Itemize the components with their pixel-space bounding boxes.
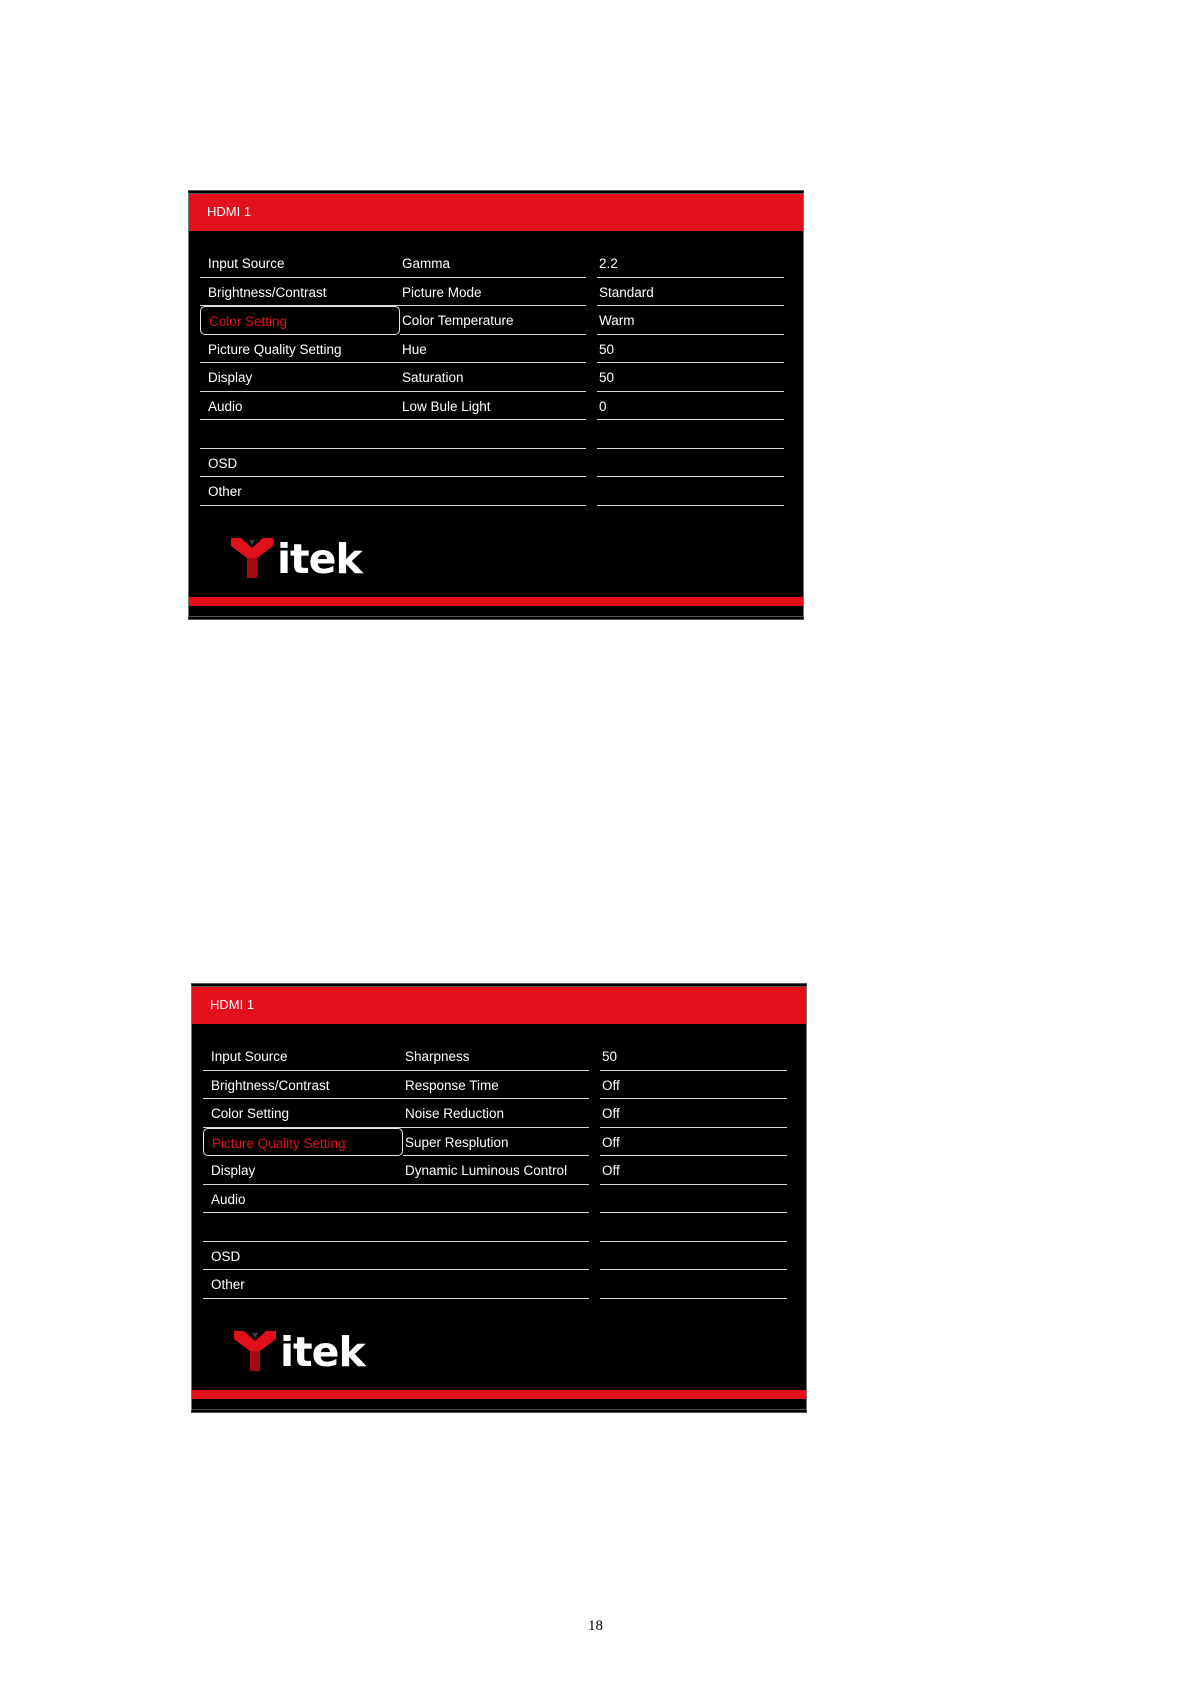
value-empty [600,1185,787,1214]
itek-logo [232,1327,365,1376]
value-empty [600,1270,787,1299]
sub-menu [400,249,586,506]
value-empty [600,1242,787,1271]
osd-footer-bar [192,1390,806,1399]
menu-item-osd[interactable]: OSD [203,1242,403,1271]
sub-item-empty [400,477,586,506]
logo-wordmark: itek [277,535,362,583]
sub-item-sharpness[interactable]: Sharpness [403,1042,589,1071]
sub-item-hue[interactable]: Hue [400,335,586,364]
menu-item-brightness-contrast[interactable]: Brightness/Contrast [200,278,400,307]
menu-item-other[interactable]: Other [200,477,400,506]
itek-emblem-icon [229,536,275,580]
menu-item-osd[interactable]: OSD [200,449,400,478]
value-hue: 50 [597,335,784,364]
sub-item-color-temperature[interactable]: Color Temperature [400,306,586,335]
sub-item-picture-mode[interactable]: Picture Mode [400,278,586,307]
value-gamma: 2.2 [597,249,784,278]
value-empty [597,477,784,506]
sub-item-empty [403,1185,589,1214]
menu-item-input-source[interactable]: Input Source [203,1042,403,1071]
value-color-temperature: Warm [597,306,784,335]
page-number: 18 [588,1618,603,1634]
osd-screen-picture-quality [191,983,807,1413]
osd-screen-color-setting [188,190,804,620]
value-dynamic-luminous-control: Off [600,1156,787,1185]
value-empty [597,449,784,478]
sub-item-gamma[interactable]: Gamma [400,249,586,278]
value-sharpness: 50 [600,1042,787,1071]
sub-item-empty [403,1270,589,1299]
itek-logo [229,534,362,583]
sub-item-dynamic-luminous-control[interactable]: Dynamic Luminous Control [403,1156,589,1185]
sub-item-saturation[interactable]: Saturation [400,363,586,392]
menu-item-color-setting[interactable]: Color Setting [203,1099,403,1128]
menu-item-empty [200,420,400,449]
value-column [600,1042,787,1299]
menu-item-input-source[interactable]: Input Source [200,249,400,278]
sub-item-empty [403,1242,589,1271]
sub-item-noise-reduction[interactable]: Noise Reduction [403,1099,589,1128]
value-noise-reduction: Off [600,1099,787,1128]
menu-item-audio[interactable]: Audio [200,392,400,421]
sub-menu [403,1042,589,1299]
menu-item-display[interactable]: Display [203,1156,403,1185]
osd-header [189,194,803,231]
value-super-resolution: Off [600,1128,787,1157]
value-response-time: Off [600,1071,787,1100]
menu-item-brightness-contrast[interactable]: Brightness/Contrast [203,1071,403,1100]
menu-item-display[interactable]: Display [200,363,400,392]
sub-item-super-resolution[interactable]: Super Resplution [403,1128,589,1157]
main-menu [200,249,400,506]
menu-item-audio[interactable]: Audio [203,1185,403,1214]
value-saturation: 50 [597,363,784,392]
main-menu [203,1042,403,1299]
value-empty [597,420,784,449]
osd-header-title: HDMI 1 [210,997,255,1012]
osd-header [192,987,806,1024]
value-picture-mode: Standard [597,278,784,307]
logo-wordmark: itek [280,1328,365,1376]
osd-header-title: HDMI 1 [207,204,252,219]
sub-item-response-time[interactable]: Response Time [403,1071,589,1100]
sub-item-empty [400,449,586,478]
sub-item-low-blue-light[interactable]: Low Bule Light [400,392,586,421]
osd-footer-bar [189,597,803,606]
menu-item-other[interactable]: Other [203,1270,403,1299]
itek-emblem-icon [232,1329,278,1373]
menu-item-color-setting[interactable]: Color Setting [200,306,400,335]
menu-item-picture-quality-setting[interactable]: Picture Quality Setting [200,335,400,364]
sub-item-empty [403,1213,589,1242]
value-low-blue-light: 0 [597,392,784,421]
value-empty [600,1213,787,1242]
menu-item-empty [203,1213,403,1242]
value-column [597,249,784,506]
sub-item-empty [400,420,586,449]
menu-item-picture-quality-setting[interactable]: Picture Quality Setting [203,1128,403,1157]
